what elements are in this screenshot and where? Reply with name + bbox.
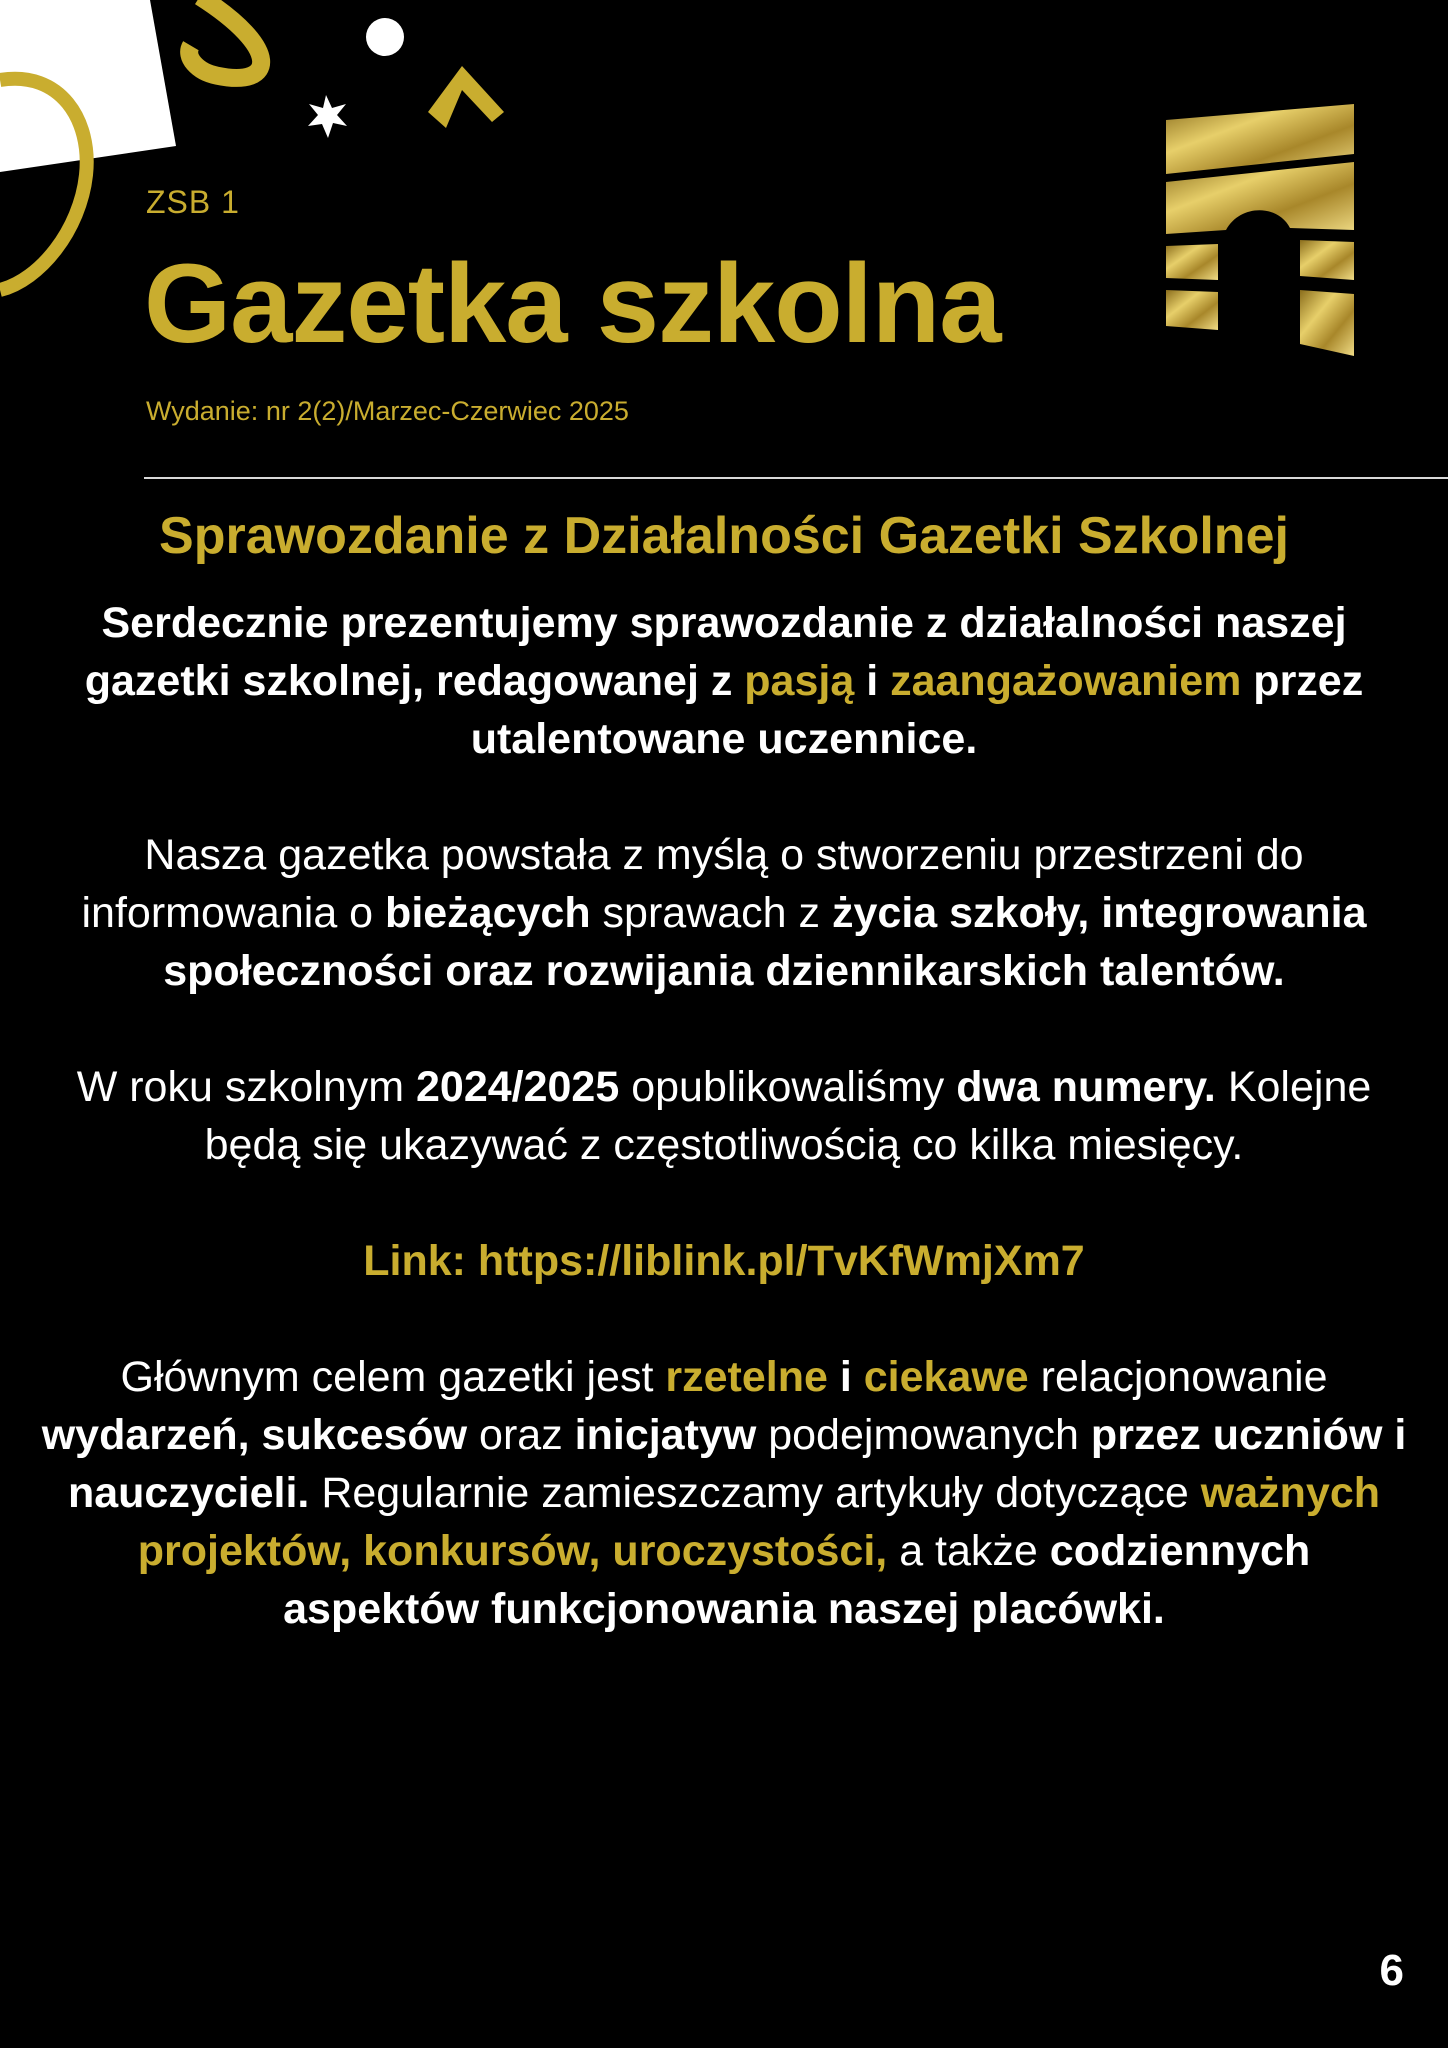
highlight-span: rzetelne (665, 1353, 828, 1401)
white-dot-shape (366, 18, 404, 56)
highlight-span: ciekawe (863, 1353, 1029, 1401)
bold-span: inicjatyw (574, 1411, 757, 1459)
text-span: W roku szkolnym (76, 1063, 416, 1111)
bold-span: dwa numery. (956, 1063, 1216, 1111)
white-star-shape (308, 95, 347, 138)
text-span: oraz (467, 1411, 575, 1459)
text-span: Serdecznie prezentujemy sprawozdanie z działalności naszej gazetki szkolnej, redagowanej z (84, 599, 1347, 705)
gold-hook-shape (186, 0, 269, 82)
school-logo (1160, 100, 1360, 370)
bold-span: życia szkoły, integrowania społeczności oraz rozwijania dziennikarskich talentów. (163, 889, 1367, 995)
goals-paragraph (40, 1348, 1408, 1638)
bold-span: i (827, 1353, 864, 1401)
intro-paragraph (40, 594, 1408, 768)
edition-info: Wydanie: nr 2(2)/Marzec-Czerwiec 2025 (146, 396, 629, 426)
text-span: opublikowaliśmy (619, 1063, 957, 1111)
text-span: Nasza gazetka powstała z myślą o stworzeniu przestrzeni do informowania o (81, 831, 1304, 937)
purpose-paragraph (40, 826, 1408, 1000)
text-span: Regularnie zamieszczamy artykuły dotyczące (309, 1469, 1201, 1517)
article-body (40, 594, 1408, 1696)
link-paragraph (40, 1232, 1408, 1290)
bold-span: 2024/2025 (415, 1063, 620, 1111)
bold-span: przez uczniów i nauczycieli. (67, 1411, 1407, 1517)
page-title: Gazetka szkolna (144, 241, 1001, 366)
text-span: przez utalentowane uczennice. (470, 657, 1364, 763)
issues-paragraph (40, 1058, 1408, 1174)
header-divider (144, 477, 1448, 479)
page-number: 6 (1379, 1946, 1404, 1995)
school-name: ZSB 1 (146, 184, 240, 220)
text-span: i (854, 657, 891, 705)
text-span: sprawach z (590, 889, 832, 937)
highlight-span: ważnych projektów, konkursów, uroczystości, (137, 1469, 1381, 1575)
gold-caret-shape (428, 66, 504, 128)
text-span: relacjonowanie (1028, 1353, 1328, 1401)
text-span: a także (887, 1527, 1050, 1575)
bold-span: wydarzeń, sukcesów (41, 1411, 468, 1459)
newspaper-link[interactable]: Link: https://liblink.pl/TvKfWmjXm7 (363, 1237, 1085, 1285)
section-title: Sprawozdanie z Działalności Gazetki Szkolnej (159, 507, 1289, 565)
text-span: Głównym celem gazetki jest (120, 1353, 666, 1401)
highlight-span: zaangażowaniem (890, 657, 1242, 705)
bold-span: bieżących (385, 889, 591, 937)
highlight-span: pasją (744, 657, 855, 705)
text-span: Kolejne będą się ukazywać z częstotliwością co kilka miesięcy. (204, 1063, 1372, 1169)
text-span: podejmowanych (756, 1411, 1091, 1459)
bold-span: codziennych aspektów funkcjonowania naszej placówki. (283, 1527, 1311, 1633)
